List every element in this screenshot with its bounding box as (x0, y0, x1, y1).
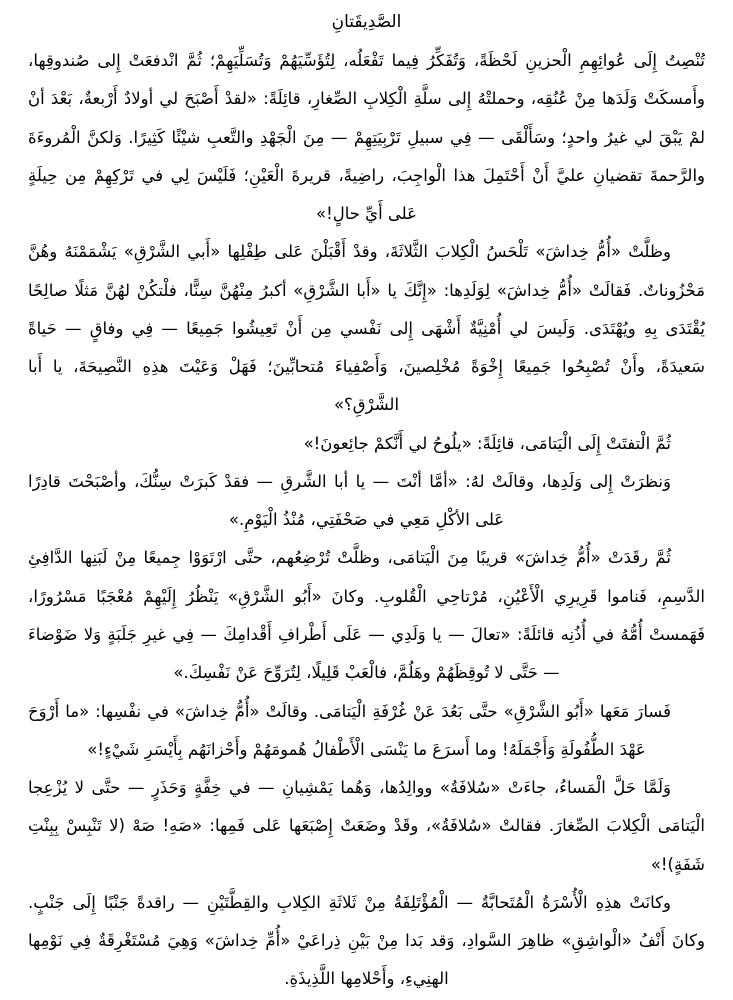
paragraph: تُنْصِتُ إِلَى عُوائِهِمِ الْحزينِ لَحْظَةً، وَتُفَكِّرُ فِيما تَفْعَلُه، لِتُؤَسِّيَهُمْ وَتُسَلِّيَهِمْ؛ ثُمَّ انْدفعَتْ إِلى صُندوقِها، وأَمسكَتْ وَلَدَها مِنْ عُنُقِه، وحملتْهُ إِلى سلَّةِ الْكِلابِ الصِّغارِ، قائِلَةً: «لقدْ أَصْبَحَ لي أولادٌ أَرْبعةٌ، بَعْدَ أنْ لمْ يَبْقَ لي غيرُ واحدٍ؛ وسَأَلْقَى — فِي سبيلِ تَرْبِيَتِهِمْ — مِنَ الْجَهْدِ والتَّعبِ شيْئًا كَثِيرًا. وَلكنَّ الْمُروءَةَ والرَّحمةَ تقضيانِ عليَّ أَنْ أَحْتَمِلَ هذا الْواجِبَ، راضِيةً، قريرةَ الْعَيْنِ؛ فَلَيْسَ لِي في تَرْكِهِمْ مِن حِيلَةٍ عَلى أَيِّ حالٍ!» (28, 51, 705, 224)
paragraph: وظلَّتْ «أُمُّ خِداشَ» تَلْحَسُ الْكِلابَ الثَّلاثَةَ، وقدْ أَقْبَلْنَ عَلى طِفْلِها «أَبي الشَّرْقِ» يَشْمَمْنَهُ وهُنَّ مَحْزُوناتٌ. فَقالَتْ «أُمُّ خِداشَ» لِوَلَدِها: «إِنَّكَ يا «أَبا الشَّرْقِ» أكبرُ مِنْهُنَّ سِنًّا، فلْتكُنْ لهُنَّ مَثلًا صالِحًا يُقْتَدَى بِهِ ويُهْتَدَى. وَلَيسَ لي أُمْنِيَّةٌ أَشْهَى إِلى نَفْسي مِن أَنْ تَعِيشُوا جَمِيعًا — فِي وفاقٍ — حَياةً سَعيدَةً، وأَنْ تُصْبِحُوا جَمِيعًا إِخْوَةً مُخْلِصينَ، وَأَصْفِياءَ مُتحابِّينَ؛ فَهَلْ وَعَيْتَ هذِهِ النَّصِيحَةَ، يا أَبا الشَّرْقِ؟» (28, 242, 705, 415)
paragraph: وكانَتْ هذِهِ الْأُسْرَةُ الْمُتَحابَّةُ — الْمُؤْتَلِفَةُ مِنْ ثَلاثَةِ الكِلابِ والقِطَّتَيْنِ — راقدةً جَنْبًا إِلَى جَنْبٍ. وكانَ أَنْفُ «الْواشِقِ» ظاهِرَ السَّوادِ، وَقد بَدا مِنْ بَيْنِ ذِراعَيْ «أُمِّ خِداشَ» وَهِيَ مُسْتَغْرِقَةٌ فِي نَوْمِها الهنِيءِ، وأَحْلامِها اللَّذِيذَةِ. (28, 892, 705, 989)
paragraph: ثُمَّ رقَدَتْ «أُمُّ خِداشَ» قريبًا مِنَ الْيَتامَى، وظلَّتْ تُرْضِعُهم، حتَّى ارْتَوَوْا جِميعًا مِنْ لَبَنِها الدَّافِئِ الدَّسِمِ، فَناموا قَرِيرِي الْأَعْيُنِ، مُرْتاحِي الْقُلوبِ. وكانَ «أَبُو الشَّرْقِ» يَنْظُرُ إِلَيْهِمْ مُعْجَبًا مَسْرُورًا، فَهَمستْ أُمُّهُ في أُذُنِه قائلَةً: «تعالَ — يا وَلَدِي — عَلَى أَطْرافِ أَقْدامِكَ — فِي غيرِ جَلَبَةٍ وَلا ضَوْضاءَ — حَتَّى لا تُوقِظَهُمْ وهَلُمَّ، فالْعَبْ قَلِيلًا، لِتُرَوِّحَ عَنْ نَفْسِكَ.» (28, 548, 705, 683)
paragraph: وَنظرَتْ إِلى وَلَدِها، وقالَتْ لهُ: «أمَّا أنْتَ — يا أبا الشَّرقِ — فقدْ كَبرَتْ سِنُّكَ، وأصْبَحْتَ قادِرًا عَلى الأكْلِ مَعِي في صَحْفَتِي، مُنْذُ الْيَوْمِ.» (28, 471, 671, 530)
paragraph: فَسارَ مَعَها «أَبُو الشَّرْقِ» حتَّى بَعُدَ عَنْ غُرْفَةِ الْيَتامَى. وقالَتْ «أُمُّ خِداشَ» في نفْسِها: «ما أَرْوَحَ عَهْدَ الطُّفُولَةِ وَأَجْمَلَهُ! وما أَسرَعَ ما يَنْسَى الْأَطْفالُ هُمومَهُمْ وأَحْزانَهُم بِأَيْسَرِ شَيْءٍ!» (28, 701, 671, 759)
paragraph: وَلَمَّا حَلَّ الْمَساءُ، جاءَتْ «سُلافَةُ» ووالِدُها، وَهُما يَمْشِيانِ — في خِفَّةٍ وَحَذَرٍ — حتَّى لا يُزْعِجا الْيَتامَى الْكِلابَ الصِّغارَ. فقالتْ «سُلافَةُ»، وقَدْ وضَعَتْ إِصْبَعَها عَلى فَمِها: «صَهِ! صَهْ (لا تَنْبِسْ بِبِنْتِ شَفَةٍ)!» (28, 778, 705, 874)
document-body (28, 42, 705, 999)
page-title: الصَّدِيقَتانِ (331, 12, 402, 32)
paragraph: ثُمَّ الْتفتَتْ إِلَى الْيَتامَى، قائِلَةً: «يلُوحُ لي أَنَّكمْ جائِعونَ!» (303, 433, 671, 453)
